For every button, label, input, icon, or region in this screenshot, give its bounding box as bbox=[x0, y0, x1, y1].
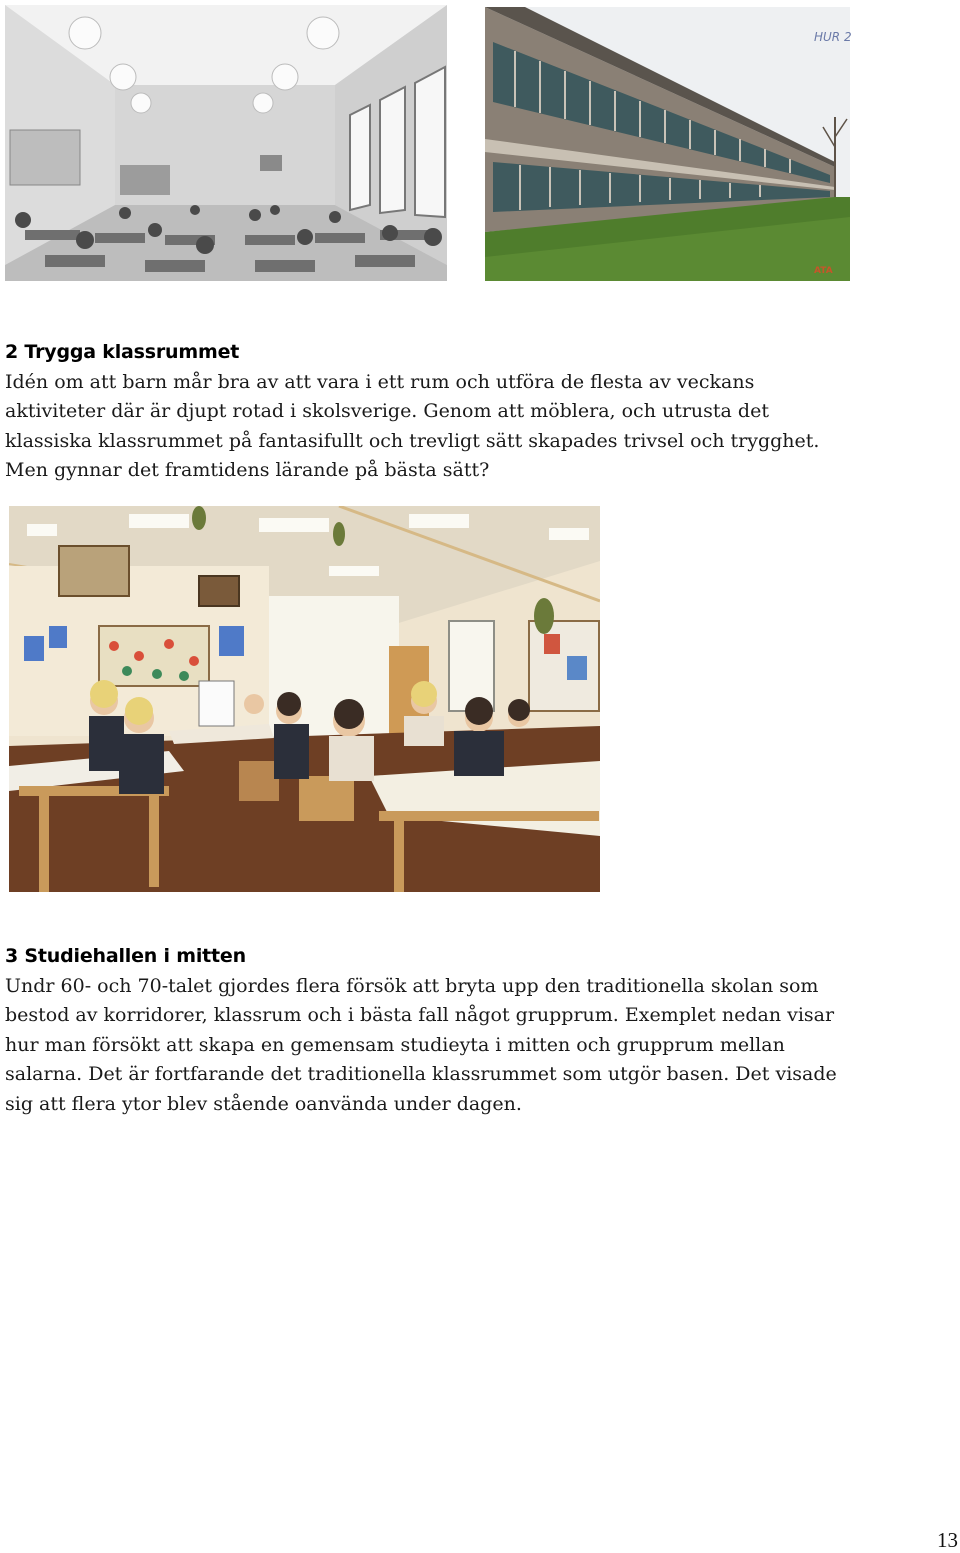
section-3-line: Undr 60- och 70-talet gjordes flera försök att bryta upp den traditionella skolan som bbox=[5, 975, 819, 997]
building-logo: ATA bbox=[814, 266, 833, 276]
section-3-line: salarna. Det är fortfarande det traditionella klassrummet som utgör basen. Det visade bbox=[5, 1063, 837, 1086]
section-2-heading: 2 Trygga klassrummet bbox=[5, 341, 240, 363]
section-3-line: bestod av korridorer, klassrum och i bästa fall något grupprum. Exemplet nedan visar bbox=[5, 1004, 835, 1027]
section-2-line: aktiviteter där är djupt rotad i skolsverige. Genom att möblera, och utrusta det bbox=[5, 400, 769, 423]
section-2-line: Idén om att barn mår bra av att vara i ett rum och utföra de flesta av veckans bbox=[5, 371, 755, 393]
page-number: 13 bbox=[937, 1528, 958, 1552]
section-2-line: Men gynnar det framtidens lärande på bästa sätt? bbox=[5, 459, 490, 482]
section-3-heading: 3 Studiehallen i mitten bbox=[5, 945, 246, 967]
color-classroom-photo bbox=[9, 506, 600, 892]
section-3-line: hur man försökt att skapa en gemensam studieyta i mitten och grupprum mellan bbox=[5, 1033, 785, 1056]
building-handwritten-mark: HUR 2 bbox=[814, 30, 852, 44]
section-3-paragraph bbox=[5, 972, 837, 1119]
section-3-line: sig att flera ytor blev stående oanvända under dagen. bbox=[5, 1092, 522, 1115]
section-2-line: klassiska klassrummet på fantasifullt och trevligt sätt skapades trivsel och trygghet. bbox=[5, 429, 820, 452]
school-building-photo bbox=[485, 7, 850, 281]
bw-classroom-photo bbox=[5, 5, 447, 281]
section-2-paragraph bbox=[5, 368, 819, 486]
